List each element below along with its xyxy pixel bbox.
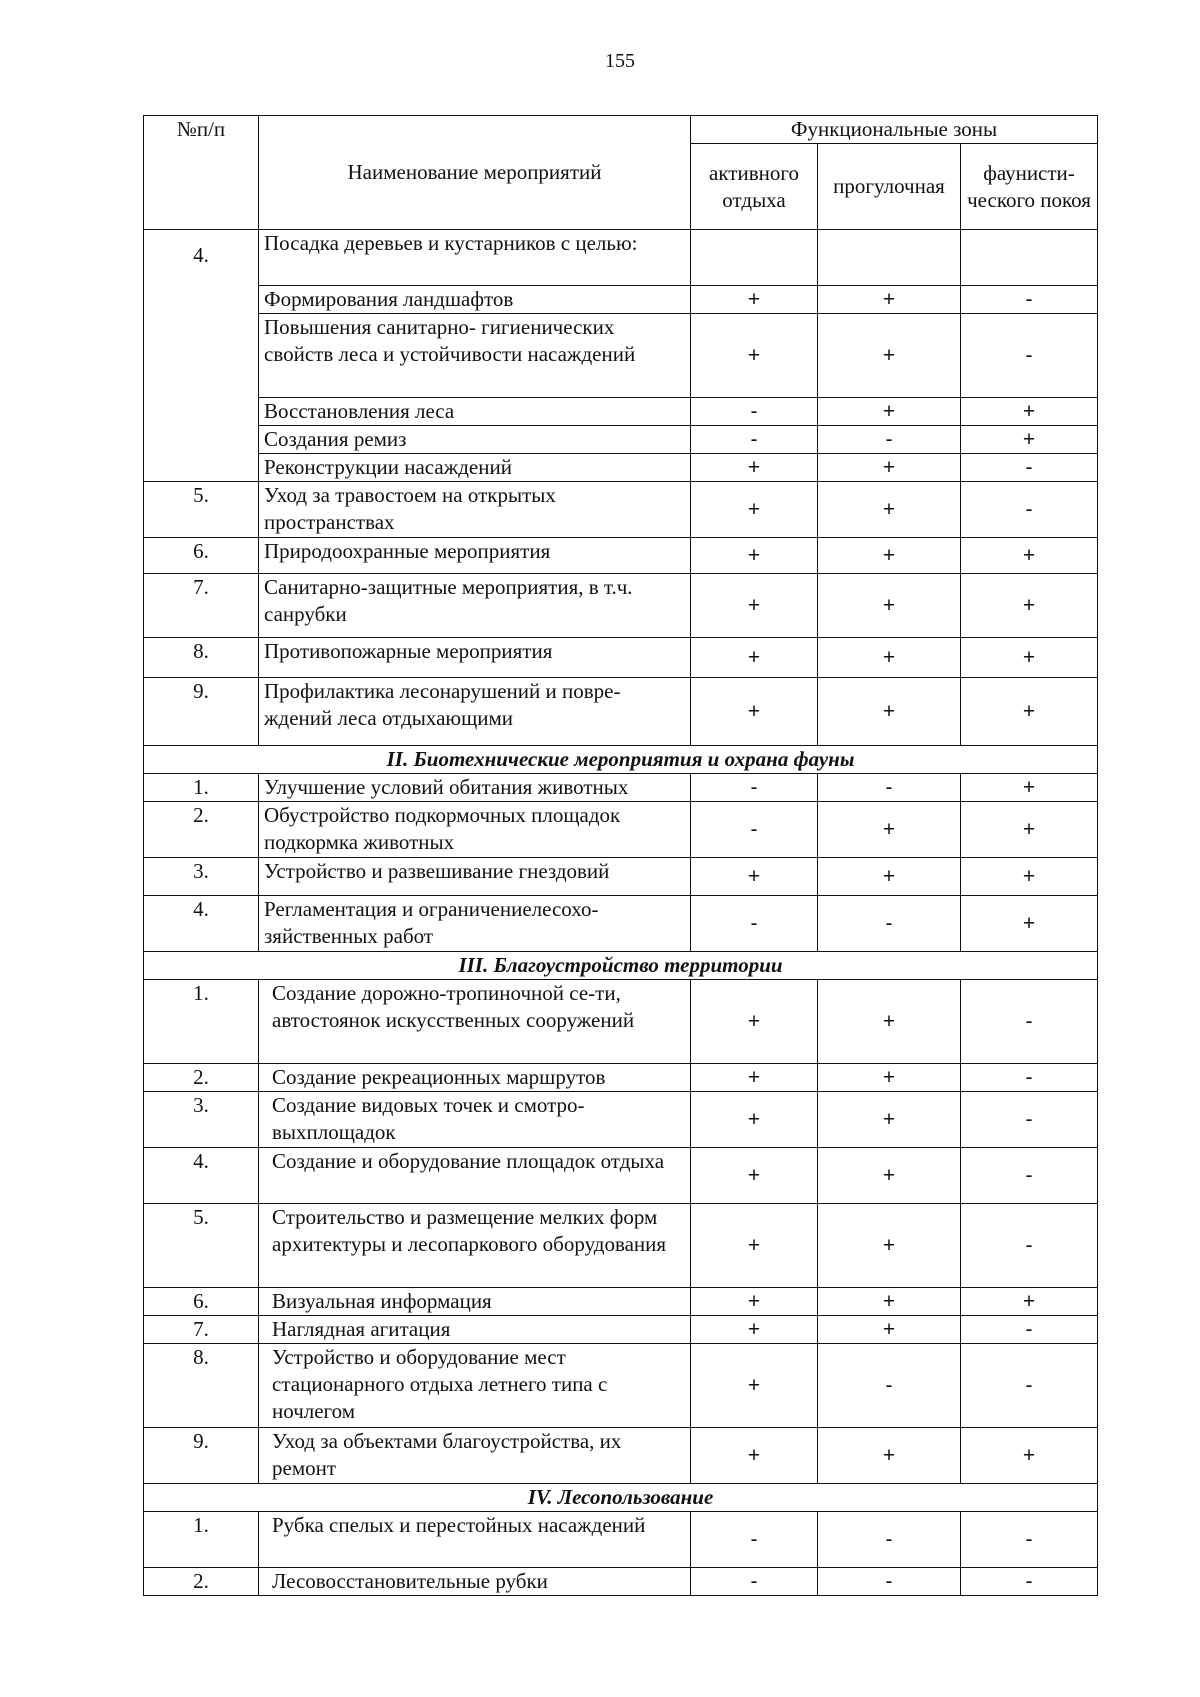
section-row [144, 952, 1098, 980]
mark-walk: + [818, 398, 961, 426]
header-row-1 [144, 116, 1098, 144]
mark-fauna: + [961, 426, 1098, 454]
section-title: III. Благоустройство территории [144, 952, 1098, 980]
mark-fauna: - [961, 1344, 1098, 1428]
mark-fauna: + [961, 398, 1098, 426]
mark-walk: + [818, 1092, 961, 1148]
row-name: Уход за объектами благоустройства, их ремонт [259, 1428, 691, 1484]
mark-active: + [691, 858, 818, 896]
table-row [144, 678, 1098, 746]
row-num: 6. [144, 1288, 259, 1316]
table-row [144, 1288, 1098, 1316]
row-num: 9. [144, 1428, 259, 1484]
mark-walk: + [818, 574, 961, 638]
mark-active: + [691, 1092, 818, 1148]
row-num: 4. [144, 1148, 259, 1204]
row-num: 5. [144, 1204, 259, 1288]
row-num: 4. [144, 896, 259, 952]
mark-active: + [691, 314, 818, 398]
row-num: 2. [144, 1568, 259, 1596]
row-num: 7. [144, 574, 259, 638]
section-row [144, 746, 1098, 774]
table-row [144, 774, 1098, 802]
table-row [144, 638, 1098, 678]
mark-walk: + [818, 1148, 961, 1204]
mark-active: + [691, 482, 818, 538]
mark-active: - [691, 774, 818, 802]
mark-fauna: + [961, 1428, 1098, 1484]
table-row [144, 802, 1098, 858]
row-name: Создание и оборудование площадок отдыха [259, 1148, 691, 1204]
row-name: Природоохранные мероприятия [259, 538, 691, 574]
row-name: Рубка спелых и перестойных насаждений [259, 1512, 691, 1568]
mark-walk: + [818, 538, 961, 574]
mark-active: - [691, 896, 818, 952]
mark-active: + [691, 454, 818, 482]
row-name: Повышения санитарно- гигиенических свойств леса и устойчивости насаждений [259, 314, 691, 398]
table-row [144, 286, 1098, 314]
mark-active: + [691, 1288, 818, 1316]
mark-fauna: - [961, 1148, 1098, 1204]
header-zone-walk: прогулочная [818, 144, 961, 230]
row-num: 9. [144, 678, 259, 746]
row-num: 1. [144, 774, 259, 802]
mark-fauna: - [961, 1512, 1098, 1568]
row-name: Посадка деревьев и кустарников с целью: [259, 230, 691, 286]
table-row [144, 980, 1098, 1064]
row-name: Лесовосстановительные рубки [259, 1568, 691, 1596]
table-row [144, 1316, 1098, 1344]
row-num: 2. [144, 802, 259, 858]
mark-fauna: + [961, 678, 1098, 746]
mark-walk: - [818, 426, 961, 454]
mark-walk: + [818, 1064, 961, 1092]
mark-fauna: + [961, 638, 1098, 678]
table-row [144, 482, 1098, 538]
table-row [144, 574, 1098, 638]
row-name: Устройство и развешивание гнездовий [259, 858, 691, 896]
row-num: 3. [144, 858, 259, 896]
mark-active: - [691, 426, 818, 454]
table-row [144, 1344, 1098, 1428]
table-row [144, 538, 1098, 574]
page-number: 155 [605, 50, 635, 72]
row-num: 3. [144, 1092, 259, 1148]
row-num: 8. [144, 638, 259, 678]
row-num: 1. [144, 980, 259, 1064]
mark-walk: + [818, 858, 961, 896]
row-name: Обустройство подкормочных площадок подкормка животных [259, 802, 691, 858]
mark-walk: - [818, 1512, 961, 1568]
mark-walk: + [818, 802, 961, 858]
mark-walk: + [818, 1428, 961, 1484]
table-row [144, 314, 1098, 398]
mark-walk: + [818, 638, 961, 678]
row-name: Профилактика лесонарушений и повре-ждений леса отдыхающими [259, 678, 691, 746]
mark-active: + [691, 980, 818, 1064]
mark-fauna: + [961, 896, 1098, 952]
header-zone-fauna: фаунисти-ческого покоя [961, 144, 1098, 230]
table-row [144, 858, 1098, 896]
table-row [144, 454, 1098, 482]
mark-fauna: + [961, 802, 1098, 858]
row-num: 2. [144, 1064, 259, 1092]
mark-fauna: - [961, 1204, 1098, 1288]
row-name: Устройство и оборудование мест стационарного отдыха летнего типа с ночлегом [259, 1344, 691, 1428]
mark-walk: + [818, 482, 961, 538]
measures-table [143, 115, 1098, 1596]
row-name: Реконструкции насаждений [259, 454, 691, 482]
row-name: Визуальная информация [259, 1288, 691, 1316]
row-name: Регламентация и ограничениелесохо-зяйственных работ [259, 896, 691, 952]
mark-walk: + [818, 1204, 961, 1288]
mark-fauna: - [961, 314, 1098, 398]
row-num: 1. [144, 1512, 259, 1568]
mark-active: + [691, 286, 818, 314]
section-row [144, 1484, 1098, 1512]
mark-active: - [691, 802, 818, 858]
mark-fauna: - [961, 1316, 1098, 1344]
table-row [144, 1428, 1098, 1484]
mark-active: - [691, 398, 818, 426]
table-row [144, 1568, 1098, 1596]
mark-active: - [691, 1512, 818, 1568]
mark-active: + [691, 1428, 818, 1484]
row-num: 4. [144, 230, 259, 482]
header-name: Наименование мероприятий [259, 116, 691, 230]
mark-walk: + [818, 286, 961, 314]
row-name: Строительство и размещение мелких форм архитектуры и лесопаркового оборудования [259, 1204, 691, 1288]
table-row [144, 1092, 1098, 1148]
mark-active: + [691, 638, 818, 678]
table-row [144, 398, 1098, 426]
mark-active: + [691, 1148, 818, 1204]
mark-walk: + [818, 1316, 961, 1344]
mark-fauna: - [961, 454, 1098, 482]
mark-active: + [691, 1064, 818, 1092]
table-row [144, 1512, 1098, 1568]
row-name: Создание дорожно-тропиночной се-ти, автостоянок искусственных сооружений [259, 980, 691, 1064]
row-num: 8. [144, 1344, 259, 1428]
table-row [144, 896, 1098, 952]
mark-active: + [691, 1316, 818, 1344]
mark-walk: + [818, 1288, 961, 1316]
mark-walk: - [818, 896, 961, 952]
row-name: Восстановления леса [259, 398, 691, 426]
row-name: Уход за травостоем на открытых пространствах [259, 482, 691, 538]
mark-active: + [691, 574, 818, 638]
table-row [144, 1148, 1098, 1204]
mark-fauna: - [961, 286, 1098, 314]
row-name: Санитарно-защитные мероприятия, в т.ч. санрубки [259, 574, 691, 638]
table-row [144, 1064, 1098, 1092]
header-zones: Функциональные зоны [691, 116, 1098, 144]
mark-fauna: - [961, 1064, 1098, 1092]
mark-fauna: - [961, 482, 1098, 538]
section-title: IV. Лесопользование [144, 1484, 1098, 1512]
row-name: Создание рекреационных маршрутов [259, 1064, 691, 1092]
mark-walk: + [818, 678, 961, 746]
table-row [144, 230, 1098, 286]
row-name: Противопожарные мероприятия [259, 638, 691, 678]
mark-active: - [691, 1568, 818, 1596]
row-name: Формирования ландшафтов [259, 286, 691, 314]
mark-fauna: + [961, 574, 1098, 638]
mark-walk: + [818, 314, 961, 398]
row-num: 7. [144, 1316, 259, 1344]
mark-walk: - [818, 774, 961, 802]
section-title: II. Биотехнические мероприятия и охрана фауны [144, 746, 1098, 774]
mark-walk: - [818, 1344, 961, 1428]
mark-fauna: - [961, 1568, 1098, 1596]
mark-fauna: + [961, 858, 1098, 896]
mark-walk: - [818, 1568, 961, 1596]
row-name: Улучшение условий обитания животных [259, 774, 691, 802]
mark-fauna: + [961, 538, 1098, 574]
mark-fauna: - [961, 1092, 1098, 1148]
mark-fauna: - [961, 980, 1098, 1064]
row-num: 6. [144, 538, 259, 574]
header-zone-active: активного отдыха [691, 144, 818, 230]
row-name: Создание видовых точек и смотро-выхплощадок [259, 1092, 691, 1148]
row-name: Создания ремиз [259, 426, 691, 454]
row-name: Наглядная агитация [259, 1316, 691, 1344]
mark-fauna: + [961, 774, 1098, 802]
table-row [144, 1204, 1098, 1288]
mark-walk: + [818, 454, 961, 482]
row-num: 5. [144, 482, 259, 538]
header-num: №п/п [144, 116, 259, 230]
mark-active: + [691, 678, 818, 746]
mark-fauna: + [961, 1288, 1098, 1316]
mark-active: + [691, 538, 818, 574]
mark-active: + [691, 1344, 818, 1428]
table-row [144, 426, 1098, 454]
mark-walk: + [818, 980, 961, 1064]
mark-active: + [691, 1204, 818, 1288]
